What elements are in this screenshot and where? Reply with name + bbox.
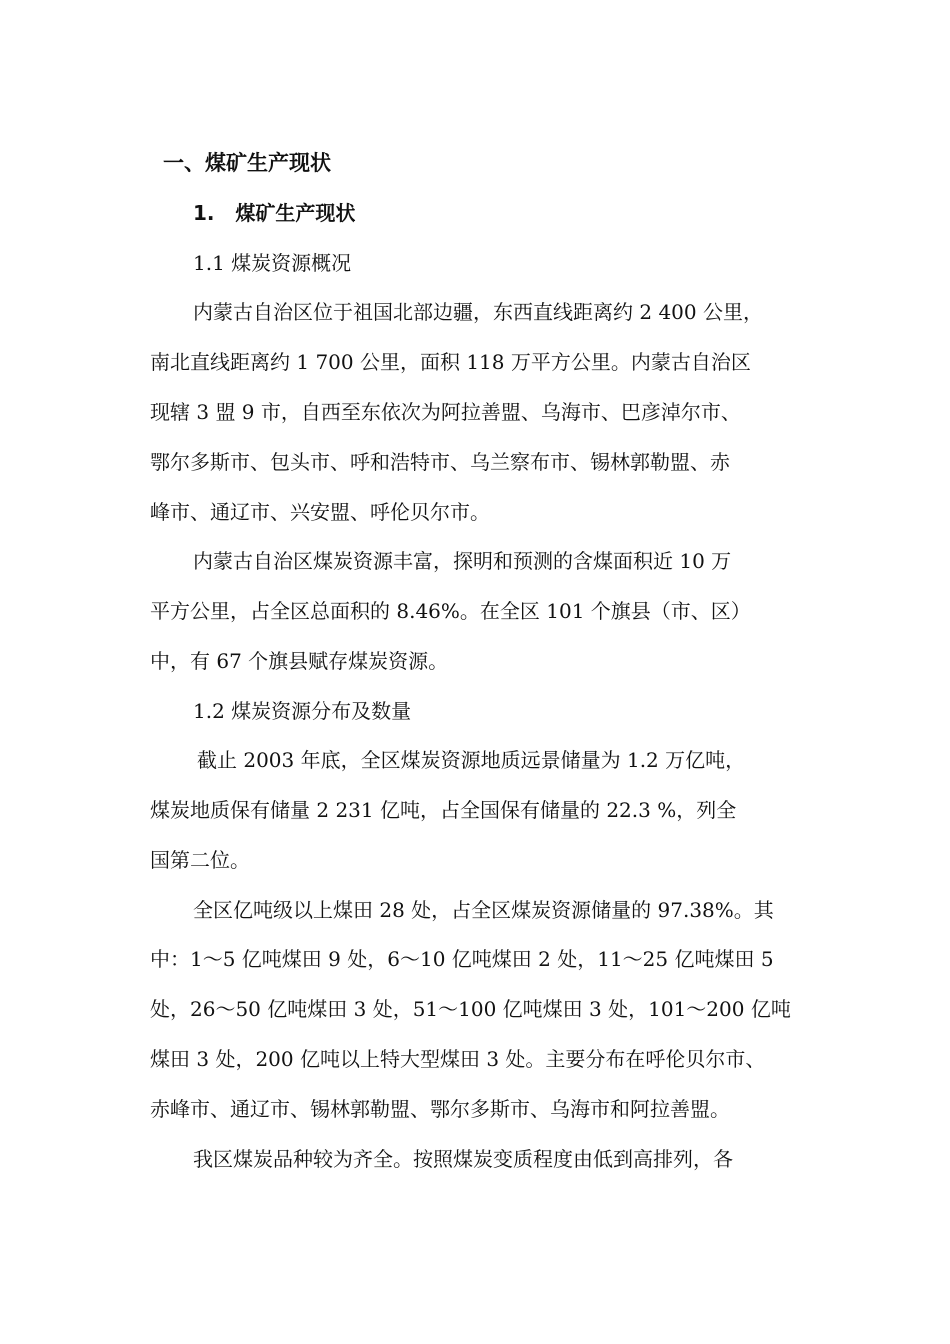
paragraph-line: 现辖 3 盟 9 市，自西至东依次为阿拉善盟、乌海市、巴彦淖尔市、: [150, 400, 741, 424]
paragraph-line: 全区亿吨级以上煤田 28 处，占全区煤炭资源储量的 97.38%。其: [193, 898, 774, 922]
paragraph-line: 截止 2003 年底，全区煤炭资源地质远景储量为 1.2 万亿吨，: [197, 748, 746, 772]
paragraph-line: 中：1～5 亿吨煤田 9 处，6～10 亿吨煤田 2 处，11～25 亿吨煤田 5: [150, 947, 774, 971]
section-heading-1-2: 1.2 煤炭资源分布及数量: [193, 699, 412, 723]
paragraph-line: 鄂尔多斯市、包头市、呼和浩特市、乌兰察布市、锡林郭勒盟、赤: [150, 450, 730, 474]
paragraph-line: 煤田 3 处，200 亿吨以上特大型煤田 3 处。主要分布在呼伦贝尔市、: [150, 1047, 766, 1071]
paragraph-line: 中，有 67 个旗县赋存煤炭资源。: [150, 649, 449, 673]
paragraph-line: 赤峰市、通辽市、锡林郭勒盟、鄂尔多斯市、乌海市和阿拉善盟。: [150, 1097, 730, 1121]
heading-level-2: 1. 煤矿生产现状: [193, 201, 356, 225]
paragraph-line: 处，26～50 亿吨煤田 3 处，51～100 亿吨煤田 3 处，101～200 亿吨: [150, 997, 791, 1021]
paragraph-line: 峰市、通辽市、兴安盟、呼伦贝尔市。: [150, 500, 490, 524]
paragraph-line: 我区煤炭品种较为齐全。按照煤炭变质程度由低到高排列，各: [193, 1147, 733, 1171]
paragraph-line: 煤炭地质保有储量 2 231 亿吨，占全国保有储量的 22.3 %，列全: [150, 798, 737, 822]
paragraph-line: 内蒙古自治区煤炭资源丰富，探明和预测的含煤面积近 10 万: [193, 549, 732, 573]
paragraph-line: 南北直线距离约 1 700 公里，面积 118 万平方公里。内蒙古自治区: [150, 350, 751, 374]
section-heading-1-1: 1.1 煤炭资源概况: [193, 251, 352, 275]
paragraph-line: 平方公里，占全区总面积的 8.46%。在全区 101 个旗县（市、区）: [150, 599, 751, 623]
heading-level-1: 一、煤矿生产现状: [163, 151, 331, 175]
paragraph-line: 国第二位。: [150, 848, 250, 872]
paragraph-line: 内蒙古自治区位于祖国北部边疆，东西直线距离约 2 400 公里，: [193, 300, 763, 324]
